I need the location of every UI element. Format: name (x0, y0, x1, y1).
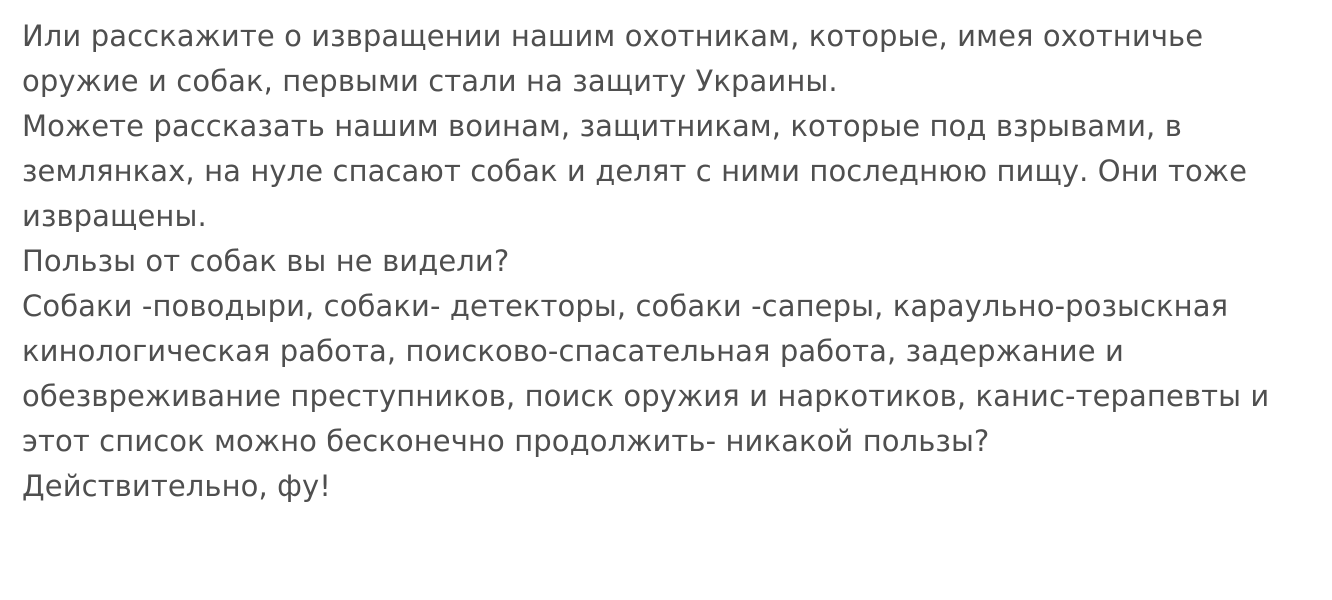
paragraph-5: Действительно, фу! (22, 469, 332, 503)
paragraph-3: Пользы от собак вы не видели? (22, 244, 510, 278)
paragraph-1: Или расскажите о извращении нашим охотникам, которые, имея охотничье оружие и собак, первыми стали на защиту Украины. (22, 19, 1204, 98)
paragraph-4: Собаки -поводыри, собаки- детекторы, собаки -саперы, караульно-розыскная кинологическая работа, поисково-спасательная работа, задержание и обезвреживание преступников, поиск оружия и наркотиков, канис-терапевты и этот список можно бесконечно продолжить- никакой пользы? (22, 289, 1270, 458)
paragraph-2: Можете рассказать нашим воинам, защитникам, которые под взрывами, в землянках, на нуле спасают собак и делят с ними последнюю пищу. Они тоже извращены. (22, 109, 1248, 233)
